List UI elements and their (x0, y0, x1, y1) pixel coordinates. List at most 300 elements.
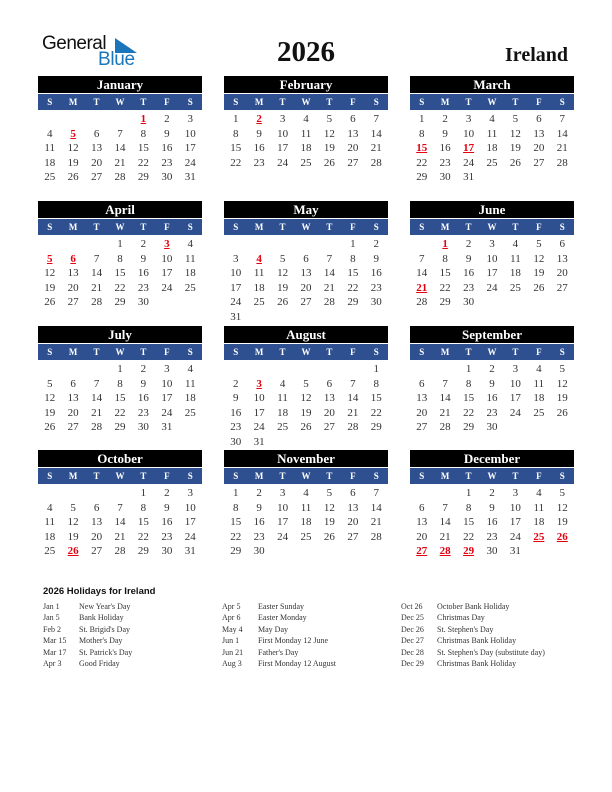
day-cell: 25 (184, 406, 196, 419)
day-cell: 22 (370, 406, 382, 419)
day-cell: 2 (232, 377, 239, 390)
day-cell: 17 (161, 392, 173, 404)
day-cell: 5 (512, 113, 519, 125)
holiday-list-item (401, 612, 545, 623)
weekday-label: S (233, 471, 239, 481)
day-cell: 14 (114, 516, 126, 528)
day-cell: 27 (67, 421, 79, 433)
day-cell: 30 (253, 545, 265, 557)
day-cell: 16 (253, 142, 265, 154)
day-cell: 10 (161, 252, 173, 265)
day-grid (38, 112, 202, 185)
holiday-list-item (222, 647, 336, 658)
day-cell: 21 (439, 406, 451, 419)
weekday-label: W (487, 97, 497, 107)
day-cell: 25 (509, 281, 521, 294)
day-cell: 1 (232, 113, 239, 125)
day-cell: 6 (418, 501, 425, 514)
day-cell: 7 (559, 113, 566, 125)
holidays-column-3 (401, 601, 545, 669)
day-cell: 4 (46, 501, 53, 514)
month-title: October (38, 450, 202, 467)
day-cell: 11 (533, 377, 545, 390)
day-cell: 1 (465, 363, 472, 375)
day-cell: 24 (463, 156, 475, 169)
day-cell: 14 (370, 127, 382, 140)
day-cell: 8 (465, 501, 472, 514)
weekday-label: S (187, 347, 193, 357)
day-cell: 28 (439, 421, 451, 433)
day-cell: 27 (347, 530, 359, 543)
holiday-list-item (43, 635, 132, 646)
day-cell: 1 (373, 363, 380, 375)
weekday-label: W (115, 471, 125, 481)
day-cell: 26 (509, 156, 521, 169)
day-cell: 6 (559, 238, 566, 250)
day-cell: 10 (253, 392, 265, 404)
day-cell: 7 (442, 377, 448, 390)
holiday-date: Aug 3 (222, 658, 242, 668)
day-cell: 20 (416, 406, 428, 419)
day-cell: 10 (277, 501, 289, 514)
holiday-list-item (222, 624, 336, 635)
weekday-header (224, 219, 388, 235)
day-cell: 20 (416, 530, 428, 543)
day-cell: 10 (184, 501, 196, 514)
holiday-day-cell: 17 (463, 142, 475, 154)
holiday-day-cell: 15 (416, 142, 428, 154)
day-cell: 9 (256, 501, 262, 514)
day-cell: 14 (439, 392, 451, 404)
weekday-label: S (559, 97, 565, 107)
day-cell: 5 (46, 377, 53, 390)
day-cell: 8 (465, 377, 472, 390)
day-cell: 4 (489, 113, 495, 125)
day-cell: 8 (140, 127, 147, 140)
empty-day-cell (85, 362, 108, 377)
day-cell: 27 (91, 545, 103, 557)
day-cell: 23 (486, 406, 498, 419)
day-cell: 14 (416, 267, 428, 279)
day-cell: 9 (489, 501, 495, 514)
day-cell: 13 (91, 516, 103, 528)
day-cell: 7 (373, 487, 380, 499)
empty-day-cell (108, 112, 131, 127)
day-cell: 8 (232, 127, 239, 140)
day-cell: 12 (67, 142, 79, 154)
day-cell: 27 (533, 156, 545, 169)
holiday-name: Christmas Bank Holiday (437, 658, 517, 668)
day-cell: 12 (67, 516, 79, 528)
day-cell: 18 (277, 406, 289, 419)
holiday-day-cell: 3 (164, 238, 170, 250)
weekday-label: F (164, 222, 170, 232)
weekday-label: F (350, 97, 356, 107)
month-title: September (410, 326, 574, 343)
weekday-label: S (419, 97, 425, 107)
day-cell: 23 (439, 156, 451, 169)
month-april (38, 201, 202, 310)
day-cell: 14 (323, 267, 335, 279)
day-cell: 3 (465, 113, 472, 125)
holiday-day-cell: 6 (70, 252, 76, 265)
day-cell: 20 (347, 142, 359, 154)
day-cell: 21 (556, 142, 568, 154)
day-cell: 19 (44, 281, 56, 294)
day-cell: 3 (187, 113, 194, 125)
day-cell: 1 (418, 113, 425, 125)
day-cell: 8 (232, 501, 239, 514)
day-cell: 28 (323, 296, 335, 308)
holiday-name: Father's Day (258, 647, 299, 657)
day-cell: 10 (509, 377, 521, 390)
day-cell: 18 (184, 392, 196, 404)
day-cell: 16 (370, 267, 382, 279)
day-cell: 9 (373, 252, 380, 265)
day-cell: 28 (556, 156, 568, 169)
weekday-label: T (326, 222, 333, 232)
weekday-label: M (440, 97, 450, 107)
day-cell: 17 (486, 267, 498, 279)
day-cell: 23 (137, 406, 149, 419)
day-cell: 16 (137, 392, 149, 404)
day-cell: 23 (370, 281, 382, 294)
day-cell: 4 (187, 238, 194, 250)
day-grid (38, 486, 202, 559)
day-cell: 30 (161, 171, 173, 183)
day-cell: 20 (300, 281, 312, 294)
holiday-list-item (43, 612, 132, 623)
weekday-header (410, 219, 574, 235)
day-cell: 12 (509, 127, 521, 140)
day-cell: 13 (416, 516, 428, 528)
day-cell: 3 (489, 238, 495, 250)
day-cell: 3 (187, 487, 194, 499)
month-title: January (38, 76, 202, 93)
holiday-day-cell: 21 (416, 281, 428, 294)
day-cell: 8 (373, 377, 380, 390)
holiday-date: Apr 5 (222, 602, 241, 611)
day-cell: 8 (350, 252, 356, 265)
day-cell: 15 (463, 516, 475, 528)
month-october (38, 450, 202, 559)
day-cell: 29 (370, 421, 382, 433)
day-cell: 24 (486, 281, 498, 294)
day-cell: 30 (230, 435, 242, 448)
holiday-date: Feb 2 (43, 624, 61, 634)
holiday-list-item (43, 647, 132, 658)
day-cell: 30 (137, 296, 149, 308)
day-cell: 7 (350, 377, 356, 390)
day-cell: 12 (44, 267, 56, 279)
holiday-list-item (43, 624, 132, 635)
empty-day-cell (38, 362, 61, 377)
holiday-date: Jan 5 (43, 613, 60, 623)
day-cell: 25 (44, 171, 56, 183)
day-grid (224, 237, 388, 324)
day-cell: 18 (486, 142, 498, 154)
day-cell: 6 (536, 113, 542, 125)
month-title: July (38, 326, 202, 343)
day-cell: 23 (463, 281, 475, 294)
day-cell: 27 (347, 156, 359, 169)
weekday-header (38, 344, 202, 360)
day-cell: 28 (416, 296, 428, 308)
weekday-label: S (47, 97, 53, 107)
weekday-label: T (279, 347, 286, 357)
day-cell: 16 (253, 516, 265, 528)
day-cell: 9 (140, 252, 147, 265)
weekday-label: T (326, 97, 333, 107)
day-cell: 11 (510, 252, 521, 265)
day-cell: 17 (509, 392, 521, 404)
weekday-label: W (487, 471, 497, 481)
day-cell: 12 (300, 392, 312, 404)
logo-text-blue: Blue (98, 49, 135, 70)
day-cell: 18 (509, 267, 521, 279)
empty-day-cell (247, 237, 270, 252)
day-cell: 18 (253, 281, 265, 294)
day-cell: 26 (556, 406, 568, 419)
day-cell: 26 (323, 156, 335, 169)
day-cell: 4 (512, 238, 519, 250)
weekday-label: T (93, 222, 100, 232)
day-cell: 4 (303, 487, 309, 499)
day-cell: 26 (67, 171, 79, 183)
empty-day-cell (318, 237, 341, 252)
day-cell: 18 (300, 516, 312, 528)
weekday-label: F (536, 97, 542, 107)
weekday-label: F (350, 222, 356, 232)
weekday-label: M (440, 471, 450, 481)
day-cell: 19 (67, 530, 79, 543)
day-cell: 5 (303, 377, 309, 390)
day-cell: 19 (533, 267, 545, 279)
day-cell: 20 (67, 281, 79, 294)
holiday-name: Easter Monday (258, 613, 307, 623)
day-cell: 26 (44, 421, 56, 433)
weekday-label: T (140, 222, 147, 232)
weekday-label: S (559, 471, 565, 481)
weekday-header (224, 344, 388, 360)
weekday-label: S (187, 471, 193, 481)
holiday-name: St. Stephen's Day (437, 624, 494, 634)
holiday-list-item (43, 658, 132, 669)
day-cell: 13 (556, 252, 568, 265)
holiday-date: Mar 15 (43, 636, 67, 646)
holiday-day-cell: 3 (256, 377, 262, 390)
country-name: Ireland (505, 44, 568, 66)
day-cell: 31 (463, 171, 475, 183)
day-cell: 3 (279, 487, 286, 499)
weekday-label: M (254, 97, 264, 107)
holiday-date: Oct 26 (401, 602, 423, 611)
weekday-label: W (115, 222, 125, 232)
empty-day-cell (271, 237, 294, 252)
day-cell: 31 (184, 171, 196, 183)
day-grid (224, 362, 388, 449)
day-cell: 12 (323, 127, 335, 140)
day-grid (224, 112, 388, 170)
weekday-label: T (140, 97, 147, 107)
empty-day-cell (341, 362, 364, 377)
holiday-list-item (401, 647, 545, 658)
day-cell: 6 (70, 377, 76, 390)
day-cell: 3 (232, 252, 239, 265)
day-cell: 29 (347, 296, 359, 308)
holiday-name: Christmas Day (437, 613, 485, 623)
weekday-label: F (536, 222, 542, 232)
holiday-list-item (222, 658, 336, 669)
holiday-list-item (222, 635, 336, 646)
empty-day-cell (271, 362, 294, 377)
weekday-label: T (279, 471, 286, 481)
month-may (224, 201, 388, 324)
day-cell: 7 (117, 127, 123, 140)
day-cell: 30 (161, 545, 173, 557)
day-cell: 13 (300, 267, 312, 279)
weekday-label: W (487, 222, 497, 232)
day-cell: 31 (253, 435, 265, 448)
day-cell: 19 (556, 516, 568, 528)
day-cell: 14 (370, 501, 382, 514)
day-grid (224, 486, 388, 559)
weekday-label: S (47, 347, 53, 357)
day-cell: 19 (509, 142, 521, 154)
empty-day-cell (38, 237, 61, 252)
day-cell: 29 (416, 171, 428, 183)
holiday-name: St. Brigid's Day (79, 624, 130, 634)
day-cell: 24 (509, 406, 521, 419)
day-cell: 18 (44, 530, 56, 543)
day-grid (38, 362, 202, 435)
day-cell: 16 (137, 267, 149, 279)
day-cell: 7 (117, 501, 123, 514)
month-title: December (410, 450, 574, 467)
day-cell: 17 (253, 406, 265, 419)
day-cell: 17 (184, 142, 196, 154)
day-cell: 31 (184, 545, 196, 557)
day-cell: 28 (347, 421, 359, 433)
day-cell: 26 (277, 296, 289, 308)
day-cell: 11 (184, 252, 196, 265)
day-cell: 13 (416, 392, 428, 404)
day-cell: 1 (465, 487, 472, 499)
day-cell: 18 (533, 516, 545, 528)
day-cell: 13 (347, 501, 359, 514)
day-cell: 27 (556, 281, 568, 294)
weekday-label: S (419, 222, 425, 232)
day-cell: 27 (91, 171, 103, 183)
holiday-list-item (401, 624, 545, 635)
day-cell: 28 (114, 171, 126, 183)
weekday-label: F (350, 347, 356, 357)
weekday-label: F (350, 471, 356, 481)
day-cell: 12 (533, 252, 545, 265)
holiday-date: Mar 17 (43, 647, 67, 657)
day-cell: 10 (184, 127, 196, 140)
day-cell: 29 (137, 545, 149, 557)
weekday-label: F (536, 347, 542, 357)
month-title: February (224, 76, 388, 93)
day-cell: 1 (117, 363, 123, 375)
day-cell: 10 (277, 127, 289, 140)
month-title: March (410, 76, 574, 93)
day-cell: 21 (347, 406, 359, 419)
day-cell: 9 (489, 377, 495, 390)
empty-day-cell (61, 112, 84, 127)
day-cell: 3 (512, 363, 519, 375)
day-cell: 11 (253, 267, 265, 279)
day-cell: 21 (439, 530, 451, 543)
holiday-name: St. Stephen's Day (substitute day) (437, 647, 545, 657)
holiday-date: Dec 29 (401, 658, 424, 668)
day-cell: 2 (489, 363, 495, 375)
weekday-label: F (164, 347, 170, 357)
weekday-label: S (373, 471, 379, 481)
day-cell: 23 (230, 421, 242, 433)
day-cell: 29 (439, 296, 451, 308)
weekday-label: T (279, 222, 286, 232)
day-cell: 15 (439, 267, 451, 279)
empty-day-cell (294, 237, 317, 252)
day-grid (410, 486, 574, 559)
weekday-label: F (164, 97, 170, 107)
holiday-name: October Bank Holiday (437, 602, 510, 611)
holiday-day-cell: 26 (556, 530, 568, 543)
day-cell: 22 (416, 156, 428, 169)
day-cell: 2 (140, 363, 147, 375)
holiday-day-cell: 27 (416, 545, 428, 557)
day-cell: 24 (184, 530, 196, 543)
day-cell: 12 (323, 501, 335, 514)
day-cell: 14 (439, 516, 451, 528)
day-cell: 7 (326, 252, 333, 265)
day-cell: 9 (442, 127, 448, 140)
day-cell: 30 (463, 296, 475, 308)
day-cell: 19 (323, 142, 335, 154)
holiday-day-cell: 29 (463, 545, 475, 557)
day-cell: 11 (300, 127, 312, 140)
day-cell: 15 (347, 267, 359, 279)
holiday-day-cell: 26 (67, 545, 79, 557)
day-cell: 4 (536, 487, 542, 499)
day-cell: 15 (114, 392, 126, 404)
holiday-day-cell: 5 (70, 127, 76, 140)
day-cell: 22 (347, 281, 359, 294)
day-cell: 6 (303, 252, 309, 265)
logo-text-general: General (42, 33, 107, 54)
day-cell: 23 (137, 281, 149, 294)
day-cell: 10 (230, 267, 242, 279)
day-cell: 10 (486, 252, 498, 265)
day-cell: 19 (300, 406, 312, 419)
day-cell: 7 (442, 501, 448, 514)
day-cell: 31 (230, 310, 242, 323)
day-cell: 15 (370, 392, 382, 404)
day-cell: 22 (230, 156, 242, 169)
day-cell: 19 (323, 516, 335, 528)
day-cell: 1 (350, 238, 356, 250)
day-cell: 23 (253, 156, 265, 169)
day-cell: 15 (114, 267, 126, 279)
empty-day-cell (61, 486, 84, 501)
day-cell: 23 (253, 530, 265, 543)
weekday-label: T (93, 471, 100, 481)
day-cell: 11 (486, 127, 498, 140)
day-cell: 1 (140, 487, 147, 499)
empty-day-cell (433, 362, 456, 377)
